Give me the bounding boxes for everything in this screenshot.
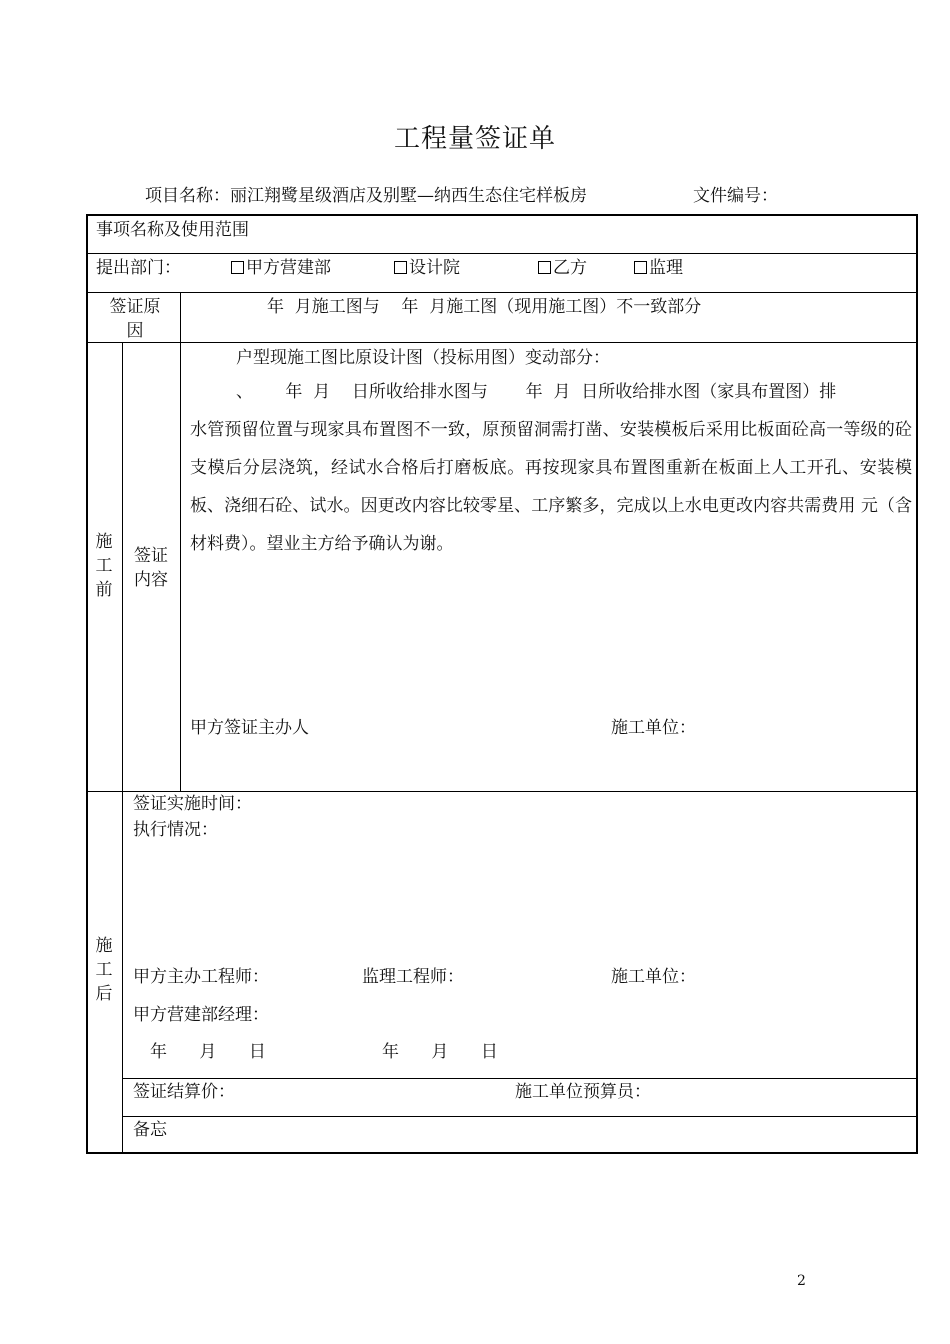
owner-signer: 甲方签证主办人 [190, 718, 309, 738]
contractor-label-before: 施工单位： [611, 718, 696, 738]
supervisor-engineer-label: 监理工程师： [362, 967, 464, 987]
column-divider [180, 292, 181, 791]
column-divider [122, 342, 123, 1154]
memo-label: 备忘 [133, 1120, 167, 1140]
content-title: 户型现施工图比原设计图（投标用图）变动部分： [236, 348, 610, 368]
execution-label: 执行情况： [133, 820, 218, 840]
checkbox[interactable] [231, 261, 244, 274]
checkbox[interactable] [634, 261, 647, 274]
matter-label: 事项名称及使用范围 [96, 220, 249, 240]
date-2: 年 月 日 [382, 1042, 498, 1062]
document-title: 工程量签证单 [393, 124, 556, 154]
manager-label: 甲方营建部经理： [133, 1005, 269, 1025]
content-body: 水管预留位置与现家具布置图不一致，原预留洞需打凿、安装模板后采用比板面砼高一等级的砼支模后分层浇筑，经试水合格后打磨板底。再按现家具布置图重新在板面上人工开孔、安装模板、浇细石砼、试水。因更改内容比较零星、工序繁多，完成以上水电更改内容共需费用 元（含材料费）。望业主方给予确认为谢。 [190, 420, 912, 554]
checkbox[interactable] [394, 261, 407, 274]
contractor-label-after: 施工单位： [611, 967, 696, 987]
settlement-price-label: 签证结算价： [133, 1082, 235, 1102]
dept-option-contractor[interactable]: 乙方 [538, 258, 587, 278]
dept-option-owner[interactable]: 甲方营建部 [231, 258, 331, 278]
budget-officer-label: 施工单位预算员： [515, 1082, 651, 1102]
dept-label: 提出部门： [96, 258, 181, 278]
reason-label: 签证原因 [109, 297, 161, 341]
row-divider [86, 253, 918, 254]
project-label: 项目名称： [145, 186, 230, 206]
file-number-label: 文件编号： [693, 186, 778, 206]
content-line-1: 、 年 月 日所收给排水图与 年 月 日所收给排水图（家具布置图）排 [236, 382, 837, 402]
dept-option-design[interactable]: 设计院 [394, 258, 460, 278]
implementation-time-label: 签证实施时间： [133, 794, 252, 814]
reason-text: 年 月施工图与 年 月施工图（现用施工图）不一致部分 [267, 297, 702, 317]
checkbox[interactable] [538, 261, 551, 274]
content-label: 签证内容 [134, 546, 168, 590]
row-divider [122, 1116, 918, 1117]
row-divider [86, 791, 918, 792]
row-divider [86, 292, 918, 293]
row-divider [86, 342, 918, 343]
dept-option-supervisor[interactable]: 监理 [634, 258, 683, 278]
owner-engineer-label: 甲方主办工程师： [133, 967, 269, 987]
row-divider [122, 1078, 918, 1079]
date-1: 年 月 日 [150, 1042, 266, 1062]
before-section-label: 施工前 [95, 532, 113, 600]
after-section-label: 施工后 [95, 936, 113, 1004]
project-name: 丽江翔鹭星级酒店及别墅—纳西生态住宅样板房 [230, 186, 587, 206]
page-number: 2 [797, 1273, 806, 1289]
